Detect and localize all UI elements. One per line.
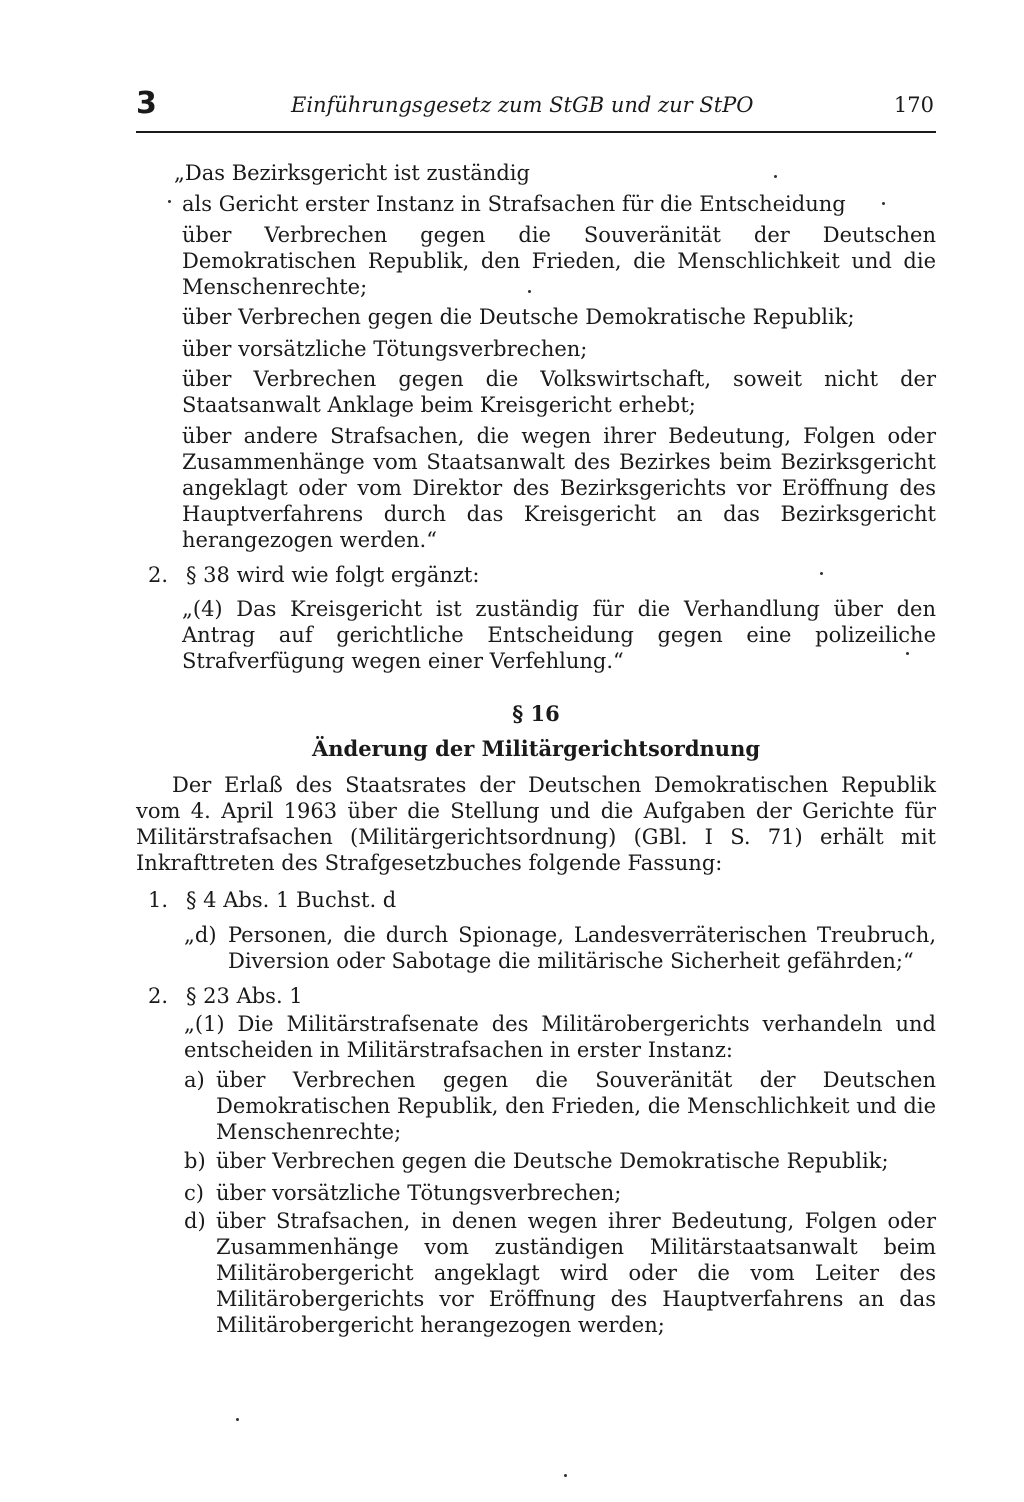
list-item-text: über Strafsachen, in denen wegen ihrer Bedeutung, Folgen oder Zusammenhänge vom zuständigen Militärstaatsanwalt beim Militärobergericht angeklagt wird oder die vom Leiter des Militärobergerichts vor Eröffnung des Hauptverfahrens an das Militärobergericht herangezogen werden;	[216, 1209, 936, 1337]
quote1-paragraph-souveraenitaet: über Verbrechen gegen die Souveränität der Deutschen Demokratischen Republik, den Frieden, die Menschlichkeit und die Menschenrechte;	[182, 223, 936, 299]
item-heading: § 38 wird wie folgt ergänzt:	[186, 563, 480, 587]
amendment-quote-label: „d)	[184, 923, 217, 947]
list-item-text: über Verbrechen gegen die Deutsche Demokratische Republik;	[216, 1149, 889, 1173]
list-item-label: b)	[184, 1149, 206, 1173]
header-rule	[136, 131, 936, 133]
page-header	[136, 84, 936, 128]
amendment-quote: „(1) Die Militärstrafsenate des Militärobergerichts verhandeln und entscheiden in Militärstrafsachen in erster Instanz:	[184, 1012, 936, 1062]
list-item-text: über Verbrechen gegen die Souveränität der Deutschen Demokratischen Republik, den Frieden, die Menschlichkeit und die Menschenrechte;	[216, 1068, 936, 1144]
scan-speck	[236, 1418, 239, 1421]
list-item-text: über vorsätzliche Tötungsverbrechen;	[216, 1181, 622, 1205]
amendment-number: 1.	[148, 888, 169, 912]
quote1-paragraph-andere: über andere Strafsachen, die wegen ihrer Bedeutung, Folgen oder Zusammenhänge vom Staatsanwalt des Bezirkes beim Bezirksgericht angeklagt oder vom Direktor des Bezirksgerichts vor Eröffnung des Hauptverfahrens durch das Kreisgericht an das Bezirksgericht herangezogen werden.“	[182, 424, 936, 552]
running-title: Einführungsgesetz zum StGB und zur StPO	[291, 93, 754, 117]
list-item-label: a)	[184, 1068, 205, 1092]
scan-speck	[528, 290, 531, 293]
scan-speck	[564, 1474, 567, 1477]
item-quote: „(4) Das Kreisgericht ist zuständig für die Verhandlung über den Antrag auf gerichtliche Entscheidung gegen eine polizeiliche Strafverfügung wegen einer Verfehlung.“	[182, 597, 936, 673]
quote1-paragraph-toetung: über vorsätzliche Tötungsverbrechen;	[182, 337, 588, 361]
scan-speck	[168, 200, 171, 203]
list-item-label: d)	[184, 1209, 206, 1233]
quote1-paragraph-ddr: über Verbrechen gegen die Deutsche Demokratische Republik;	[182, 305, 855, 329]
quote1-line2: als Gericht erster Instanz in Strafsachen für die Entscheidung	[182, 192, 846, 216]
scan-speck	[906, 652, 909, 655]
chapter-number: 3	[136, 86, 157, 121]
section-number: § 16	[512, 701, 560, 726]
amendment-heading: § 4 Abs. 1 Buchst. d	[186, 888, 397, 912]
scan-speck	[774, 175, 777, 178]
page-number: 170	[893, 93, 934, 117]
amendment-number: 2.	[148, 984, 169, 1008]
section-title: Änderung der Militärgerichtsordnung	[311, 736, 761, 761]
quote1-paragraph-volkswirtschaft: über Verbrechen gegen die Volkswirtschaft, soweit nicht der Staatsanwalt Anklage beim Kreisgericht erhebt;	[182, 367, 936, 417]
section-intro: Der Erlaß des Staatsrates der Deutschen Demokratischen Republik vom 4. April 1963 über die Stellung und die Aufgaben der Gerichte für Militärstrafsachen (Militärgerichtsordnung) (GBl. I S. 71) erhält mit Inkrafttreten des Strafgesetzbuches folgende Fassung:	[136, 773, 936, 875]
item-number: 2.	[148, 563, 169, 587]
quote1-line1: „Das Bezirksgericht ist zuständig	[174, 161, 530, 185]
list-item-label: c)	[184, 1181, 204, 1205]
amendment-quote: Personen, die durch Spionage, Landesverräterischen Treubruch, Diversion oder Sabotage die militärische Sicherheit gefährden;“	[228, 923, 936, 973]
scan-speck	[882, 202, 885, 205]
scan-speck	[820, 572, 823, 575]
amendment-heading: § 23 Abs. 1	[186, 984, 303, 1008]
